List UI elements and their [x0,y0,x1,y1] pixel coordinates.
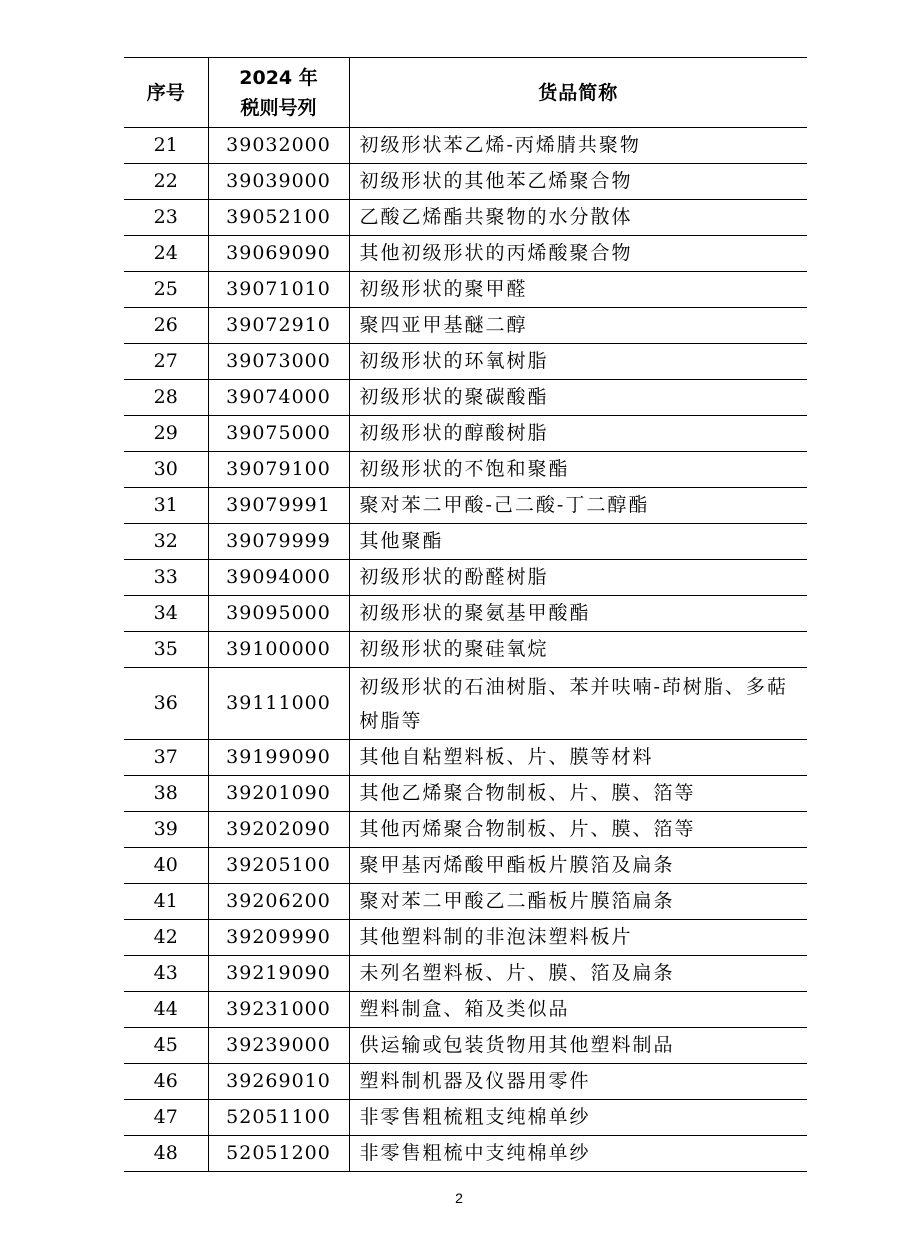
row-tariff-code: 39205100 [208,848,349,884]
row-goods-name: 其他初级形状的丙烯酸聚合物 [349,236,807,272]
table-row [124,560,807,596]
row-seq: 46 [124,1064,208,1100]
row-tariff-code: 39032000 [208,128,349,164]
row-seq: 28 [124,380,208,416]
header-goods-name: 货品简称 [349,58,807,128]
row-goods-name: 塑料制盒、箱及类似品 [349,992,807,1028]
row-tariff-code: 39201090 [208,776,349,812]
table-row [124,1136,807,1172]
row-tariff-code: 39039000 [208,164,349,200]
table-row [124,884,807,920]
row-goods-name: 初级形状的酚醛树脂 [349,560,807,596]
table-row [124,1064,807,1100]
table-row [124,272,807,308]
table-row [124,164,807,200]
table-row [124,524,807,560]
header-tariff-code [208,58,349,128]
row-seq: 42 [124,920,208,956]
table-row [124,1028,807,1064]
header-tariff-code-year: 2024 年 [239,66,318,89]
row-goods-name: 非零售粗梳中支纯棉单纱 [349,1136,807,1172]
row-tariff-code: 39074000 [208,380,349,416]
row-tariff-code: 52051200 [208,1136,349,1172]
table-row [124,776,807,812]
row-seq: 35 [124,632,208,668]
row-tariff-code: 39079100 [208,452,349,488]
row-goods-name: 初级形状的聚硅氧烷 [349,632,807,668]
row-goods-name: 初级形状的聚甲醛 [349,272,807,308]
row-seq: 27 [124,344,208,380]
table-body [124,128,807,1172]
page-number: 2 [455,1190,463,1206]
row-tariff-code: 39094000 [208,560,349,596]
row-seq: 34 [124,596,208,632]
row-tariff-code: 39072910 [208,308,349,344]
row-tariff-code: 39199090 [208,740,349,776]
row-goods-name: 聚甲基丙烯酸甲酯板片膜箔及扁条 [349,848,807,884]
row-goods-name: 其他聚酯 [349,524,807,560]
row-seq: 36 [124,668,208,740]
row-tariff-code: 39209990 [208,920,349,956]
row-goods-name: 未列名塑料板、片、膜、箔及扁条 [349,956,807,992]
table-row [124,632,807,668]
row-tariff-code: 39095000 [208,596,349,632]
row-tariff-code: 39079991 [208,488,349,524]
table-row [124,848,807,884]
row-goods-name: 初级形状苯乙烯-丙烯腈共聚物 [349,128,807,164]
row-tariff-code: 39071010 [208,272,349,308]
row-tariff-code: 39239000 [208,1028,349,1064]
row-tariff-code: 39231000 [208,992,349,1028]
row-goods-name: 初级形状的其他苯乙烯聚合物 [349,164,807,200]
table-row [124,416,807,452]
table-row [124,200,807,236]
row-tariff-code: 39069090 [208,236,349,272]
row-goods-name: 其他自粘塑料板、片、膜等材料 [349,740,807,776]
row-tariff-code: 39202090 [208,812,349,848]
row-seq: 32 [124,524,208,560]
row-seq: 48 [124,1136,208,1172]
row-seq: 43 [124,956,208,992]
row-seq: 33 [124,560,208,596]
row-tariff-code: 39073000 [208,344,349,380]
table-row [124,740,807,776]
row-tariff-code: 39111000 [208,668,349,740]
table-row [124,344,807,380]
row-seq: 25 [124,272,208,308]
row-goods-name: 其他塑料制的非泡沫塑料板片 [349,920,807,956]
row-seq: 24 [124,236,208,272]
header-tariff-code-label: 税则号列 [240,96,317,119]
row-goods-name: 聚对苯二甲酸-己二酸-丁二醇酯 [349,488,807,524]
row-goods-name: 初级形状的聚碳酸酯 [349,380,807,416]
row-seq: 44 [124,992,208,1028]
row-seq: 37 [124,740,208,776]
row-seq: 41 [124,884,208,920]
row-goods-name: 聚对苯二甲酸乙二酯板片膜箔扁条 [349,884,807,920]
row-seq: 45 [124,1028,208,1064]
row-goods-name: 聚四亚甲基醚二醇 [349,308,807,344]
row-goods-name: 初级形状的石油树脂、苯并呋喃-茚树脂、多萜树脂等 [349,668,807,740]
row-seq: 29 [124,416,208,452]
row-goods-name: 其他丙烯聚合物制板、片、膜、箔等 [349,812,807,848]
row-goods-name: 初级形状的聚氨基甲酸酯 [349,596,807,632]
row-seq: 26 [124,308,208,344]
row-seq: 31 [124,488,208,524]
row-goods-name: 乙酸乙烯酯共聚物的水分散体 [349,200,807,236]
row-goods-name: 其他乙烯聚合物制板、片、膜、箔等 [349,776,807,812]
table-header [124,58,807,128]
row-seq: 30 [124,452,208,488]
table-row [124,236,807,272]
table-row [124,596,807,632]
row-tariff-code: 52051100 [208,1100,349,1136]
row-goods-name: 初级形状的醇酸树脂 [349,416,807,452]
row-goods-name: 非零售粗梳粗支纯棉单纱 [349,1100,807,1136]
header-row [124,58,807,128]
table-row [124,308,807,344]
row-tariff-code: 39219090 [208,956,349,992]
row-tariff-code: 39100000 [208,632,349,668]
row-seq: 21 [124,128,208,164]
row-tariff-code: 39075000 [208,416,349,452]
row-tariff-code: 39206200 [208,884,349,920]
row-seq: 39 [124,812,208,848]
table-row [124,956,807,992]
row-goods-name: 塑料制机器及仪器用零件 [349,1064,807,1100]
row-seq: 23 [124,200,208,236]
row-seq: 22 [124,164,208,200]
table-row [124,668,807,740]
table-row [124,812,807,848]
row-seq: 40 [124,848,208,884]
row-tariff-code: 39269010 [208,1064,349,1100]
table-row [124,488,807,524]
table-row [124,920,807,956]
header-seq: 序号 [124,58,208,128]
row-goods-name: 初级形状的不饱和聚酯 [349,452,807,488]
table-row [124,1100,807,1136]
tariff-goods-table [124,57,807,1172]
row-seq: 47 [124,1100,208,1136]
row-tariff-code: 39052100 [208,200,349,236]
table-row [124,992,807,1028]
row-goods-name: 初级形状的环氧树脂 [349,344,807,380]
row-seq: 38 [124,776,208,812]
row-goods-name: 供运输或包装货物用其他塑料制品 [349,1028,807,1064]
row-tariff-code: 39079999 [208,524,349,560]
table-row [124,380,807,416]
table-row [124,128,807,164]
table-row [124,452,807,488]
